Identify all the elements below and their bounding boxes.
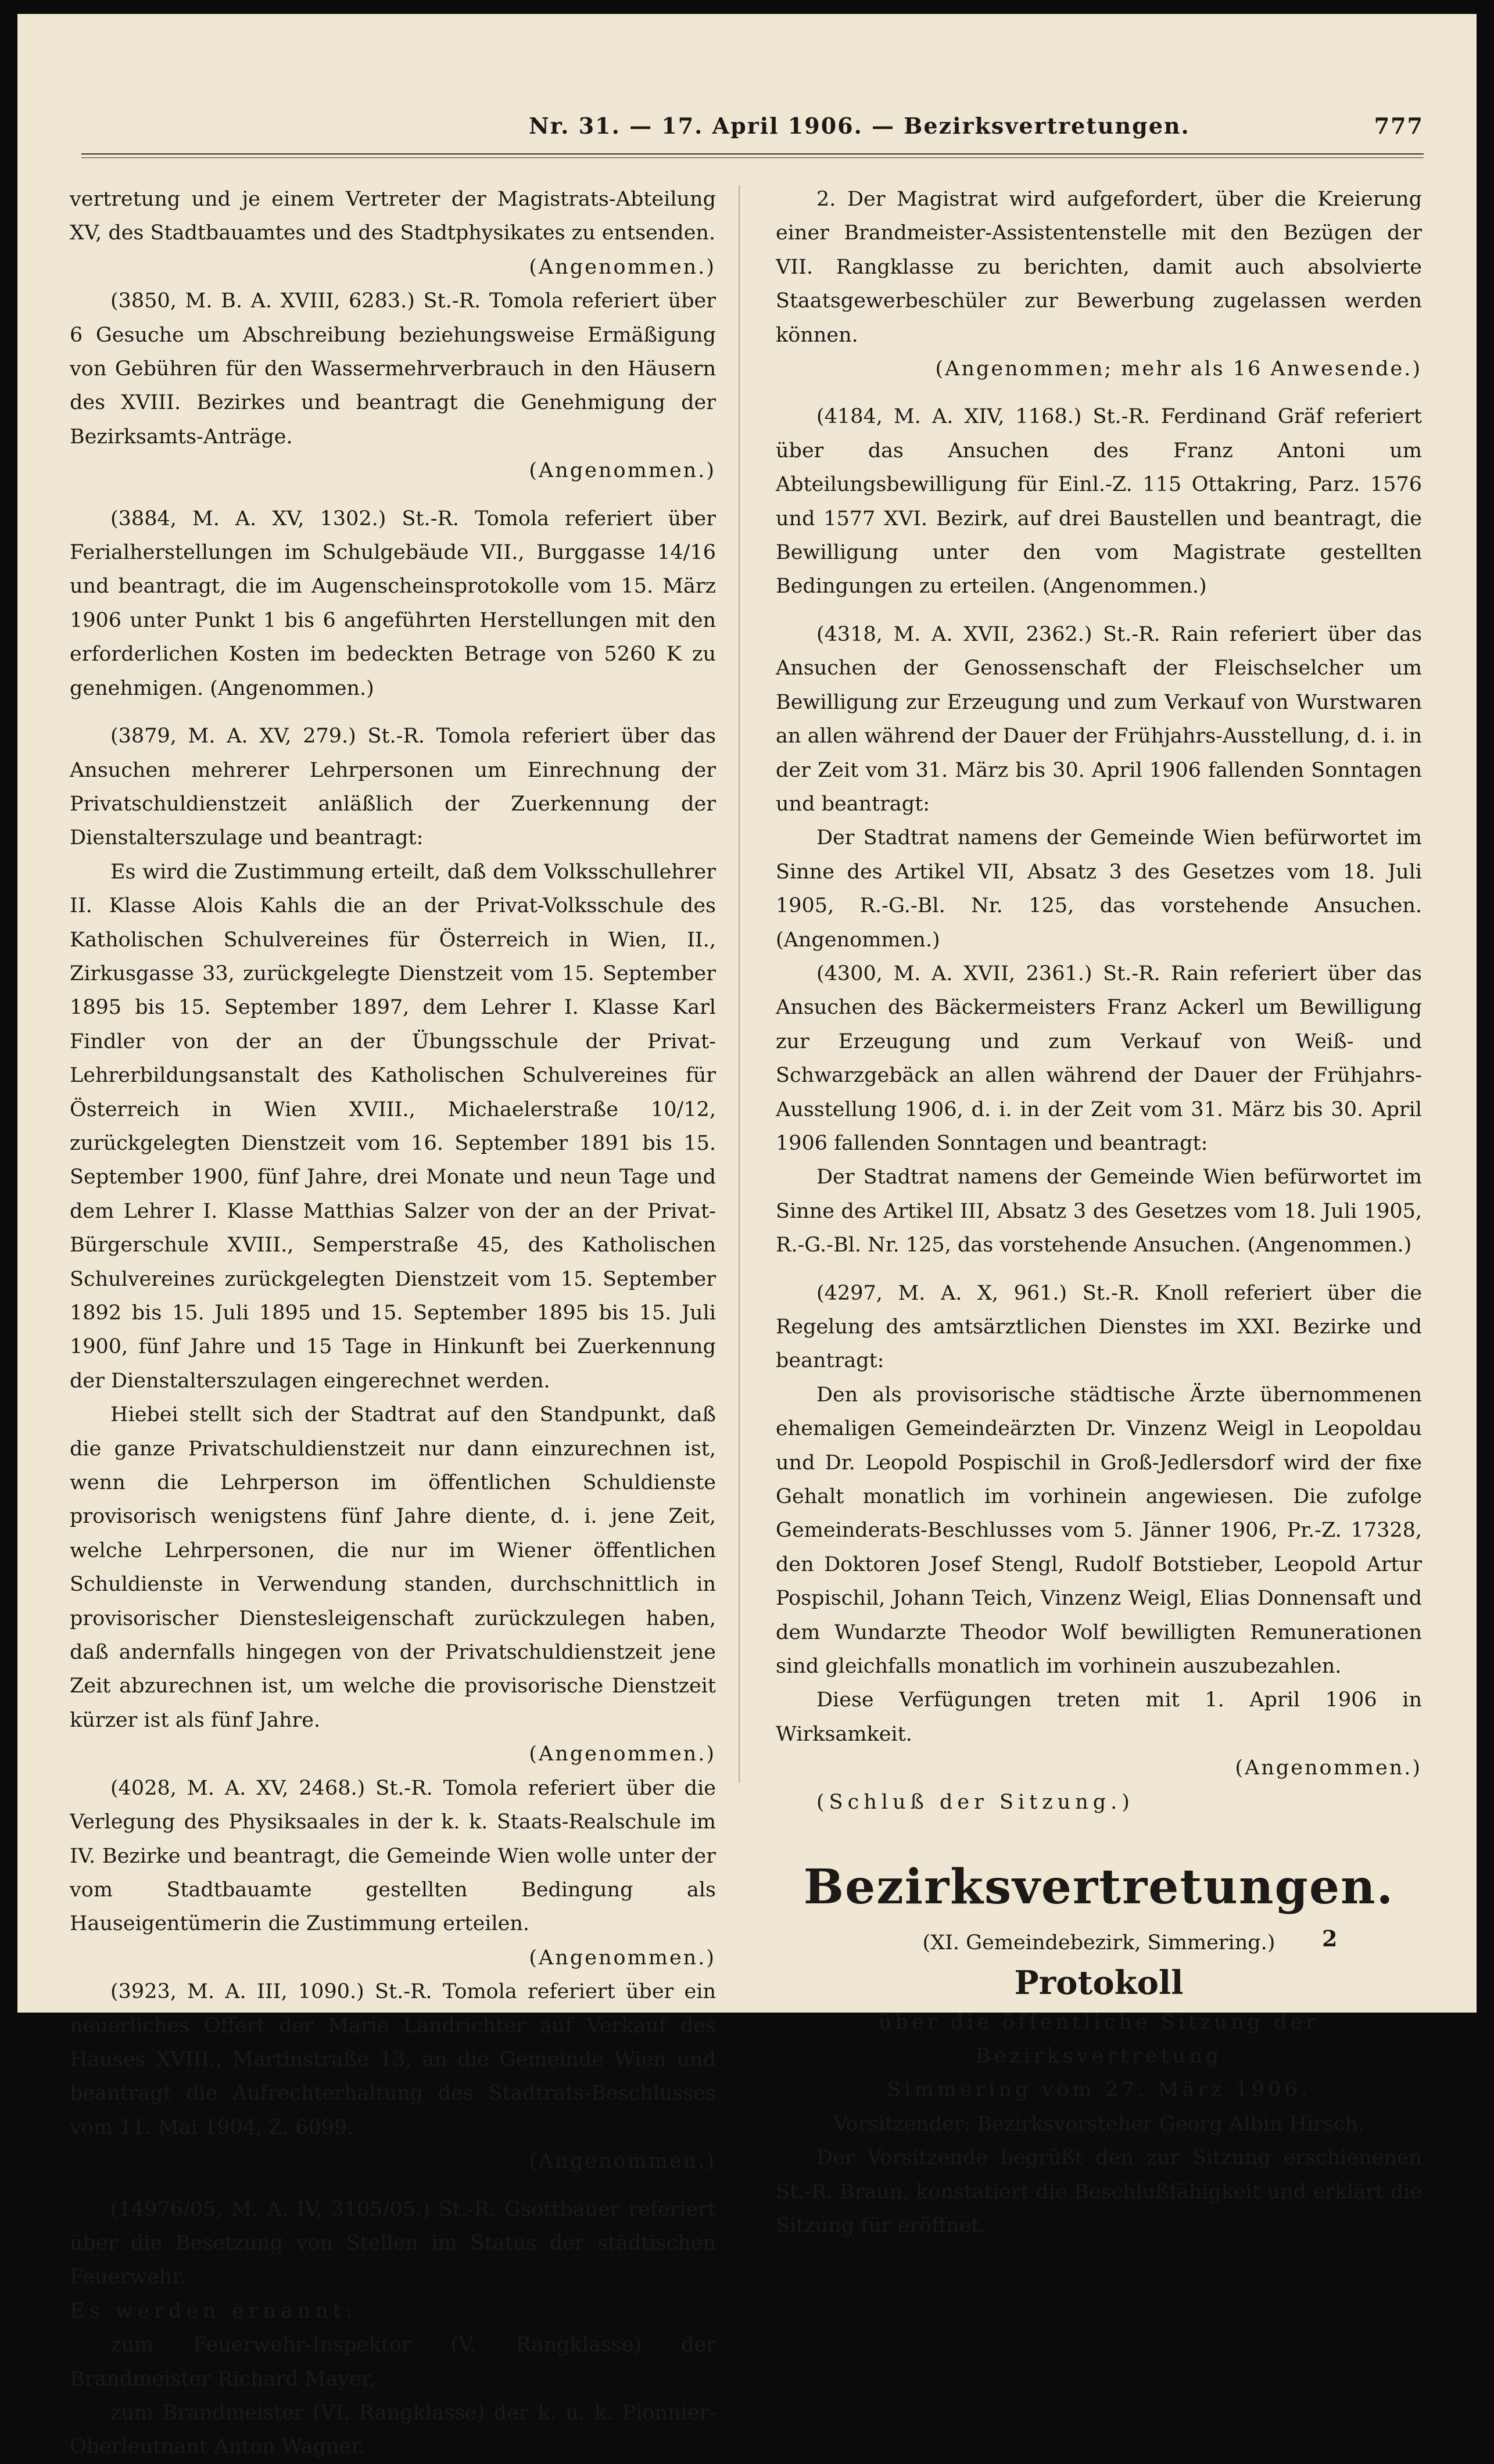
left-paragraph: (4028, M. A. XV, 2468.) St.-R. Tomola referiert über die Verlegung des Physiksaales in der k. k. Staats-Realschule im IV. Bezirke und beantragt, die Gemeinde Wien wolle unter der vom Stadtbauamte gestellten Bedingung als Hauseigentümerin die Zustimmung erteilen. <box>70 1776 716 1936</box>
right-paragraph: Den als provisorische städtische Ärzte übernommenen ehemaligen Gemeindeärzten Dr. Vinzenz Weigl in Leopoldau und Dr. Leopold Pospischil in Groß-Jedlersdorf wird der fixe Gehalt monatlich im vorhinein angewiesen. Die zufolge Gemeinderats-Beschlusses vom 5. Jänner 1906, Pr.-Z. 17328, den Doktoren Josef Stengl, Rudolf Botstieber, Leopold Artur Pospischil, Johann Teich, Vinzenz Weigl, Elias Donnensaft und dem Wundarzte Theodor Wolf bewilligten Remunerationen sind gleichfalls monatlich im vorhinein auszubezahlen. <box>776 1383 1422 1678</box>
right-paragraph: (4300, M. A. XVII, 2361.) St.-R. Rain referiert über das Ansuchen des Bäckermeisters Franz Ackerl um Bewilligung zur Erzeugung und zum Verkauf von Weiß- und Schwarzgebäck an allen während der Dauer der Frühjahrs-Ausstellung 1906, d. i. in der Zeit vom 31. März bis 30. April 1906 fallenden Sonntagen und beantragt: <box>776 962 1422 1155</box>
header-rule <box>81 153 1424 155</box>
right-paragraph: Diese Verfügungen treten mit 1. April 1906 in Wirksamkeit. <box>776 1688 1422 1746</box>
right-paragraph: (4184, M. A. XIV, 1168.) St.-R. Ferdinand Gräf referiert über das Ansuchen des Franz Antoni um Abteilungsbewilligung für Einl.-Z. 115 Ottakring, Parz. 1576 und 1577 XVI. Bezirk, auf drei Baustellen und beantragt, die Bewilligung unter den vom Magistrate gestellten Bedingungen zu erteilen. (Angenommen.) <box>776 405 1422 598</box>
accepted-note: (Angenommen.) <box>1235 1756 1422 1780</box>
protocol-subtitle: über die öffentliche Sitzung der Bezirksvertretung <box>879 2010 1319 2068</box>
right-paragraph: (4318, M. A. XVII, 2362.) St.-R. Rain referiert über das Ansuchen der Genossenschaft der Fleischselcher um Bewilligung zur Erzeugung und zum Verkauf von Wurstwaren an allen während der Dauer der Frühjahrs-Ausstellung, d. i. in der Zeit vom 31. März bis 30. April 1906 fallenden Sonntagen und beantragt: <box>776 622 1422 816</box>
page-number: 777 <box>1374 113 1424 139</box>
chair-line: Vorsitzender: Bezirksvorsteher Georg Albin Hirsch. <box>833 2112 1365 2136</box>
right-paragraph: (4297, M. A. X, 961.) St.-R. Knoll referiert über die Regelung des amtsärztlichen Dienstes im XXI. Bezirke und beantragt: <box>776 1281 1422 1373</box>
district-line: (XI. Gemeindebezirk, Simmering.) <box>922 1931 1276 1955</box>
protocol-heading: Protokoll <box>1014 1963 1184 2002</box>
newspaper-page <box>17 14 1477 2459</box>
left-paragraph: Es wird die Zustimmung erteilt, daß dem Volksschullehrer II. Klasse Alois Kahls die an der Privat-Volksschule des Katholischen Schulvereines für Österreich in Wien, II., Zirkusgasse 33, zurückgelegte Dienstzeit vom 15. September 1895 bis 15. September 1897, dem Lehrer I. Klasse Karl Findler von der an der Übungsschule der Privat-Lehrerbildungsanstalt des Katholischen Schulvereines für Österreich in Wien XVIII., Michaelerstraße 10/12, zurückgelegten Dienstzeit vom 16. September 1891 bis 15. September 1900, fünf Jahre, drei Monate und neun Tage und dem Lehrer I. Klasse Matthias Salzer von der an der Privat-Bürgerschule XVIII., Semperstraße 45, des Katholischen Schulvereines zurückgelegten Dienstzeit vom 15. September 1892 bis 15. Juli 1895 und 15. September 1895 bis 15. Juli 1900, fünf Jahre und 15 Tage in Hinkunft bei Zuerkennung der Dienstalterszulagen eingerechnet werden. <box>70 860 716 1393</box>
accepted-note: (Angenommen.) <box>529 1742 716 1766</box>
accepted-note: (Angenommen.) <box>529 1946 716 1970</box>
running-header-title: Nr. 31. — 17. April 1906. — Bezirksvertretungen. <box>529 113 1190 139</box>
left-paragraph: (3923, M. A. III, 1090.) St.-R. Tomola referiert über ein neuerliches Offert der Marie Landrichter auf Verkauf des Hauses XVIII., Martinstraße 13, an die Gemeinde Wien und beantragt die Aufrechterhaltung des Stadtrats-Beschlusses vom 11. Mai 1904, Z. 6099. <box>70 1980 716 2139</box>
protocol-subtitle-date: Simmering vom 27. März 1906. <box>887 2078 1311 2102</box>
left-paragraph: (14976/05, M. A. IV, 3105/05.) St.-R. Gsottbauer referiert über die Besetzung von Stellen im Status der städtischen Feuerwehr. <box>70 2197 716 2289</box>
right-paragraph: Der Stadtrat namens der Gemeinde Wien befürwortet im Sinne des Artikel III, Absatz 3 des Gesetzes vom 18. Juli 1905, R.-G.-Bl. Nr. 125, das vorstehende Ansuchen. (Angenommen.) <box>776 1165 1422 1257</box>
left-paragraph: (3879, M. A. XV, 279.) St.-R. Tomola referiert über das Ansuchen mehrerer Lehrpersonen um Einrechnung der Privatschuldienstzeit anläßlich der Zuerkennung der Dienstalterszulage und beantragt: <box>70 725 716 850</box>
right-paragraph: Der Vorsitzende begrüßt den zur Sitzung erschienenen St.-R. Braun, konstatiert die Beschlußfähigkeit und erklärt die Sitzung für eröffnet. <box>776 2146 1422 2237</box>
left-paragraph: (3884, M. A. XV, 1302.) St.-R. Tomola referiert über Ferialherstellungen im Schulgebäude VII., Burggasse 14/16 und beantragt, die im Augenscheinsprotokolle vom 15. März 1906 unter Punkt 1 bis 6 angeführten Herstellungen mit den erforderlichen Kosten im bedeckten Betrage von 5260 K zu genehmigen. (Angenommen.) <box>70 507 716 700</box>
signature-mark: 2 <box>1322 1925 1338 1952</box>
left-paragraph: (3850, M. B. A. XVIII, 6283.) St.-R. Tomola referiert über 6 Gesuche um Abschreibung beziehungsweise Ermäßigung von Gebühren für den Wassermehrverbrauch in den Häusern des XVIII. Bezirkes und beantragt die Genehmigung der Bezirksamts-Anträge. <box>70 289 716 449</box>
accepted-note: (Angenommen.) <box>529 2150 716 2174</box>
accepted-note: (Angenommen.) <box>529 459 716 483</box>
right-paragraph: Der Stadtrat namens der Gemeinde Wien befürwortet im Sinne des Artikel VII, Absatz 3 des Gesetzes vom 18. Juli 1905, R.-G.-Bl. Nr. 125, das vorstehende Ansuchen. (Angenommen.) <box>776 826 1422 952</box>
left-paragraph: Es werden ernannt: <box>70 2299 357 2323</box>
right-paragraph: 2. Der Magistrat wird aufgefordert, über die Kreierung einer Brandmeister-Assistentenstelle mit den Bezügen der VII. Rangklasse zu berichten, damit auch absolvierte Staatsgewerbeschüler zur Bewerbung zugelassen werden können. <box>776 188 1422 347</box>
left-paragraph: zum Feuerwehr-Inspektor (V. Rangklasse) der Brandmeister Richard Mayer, <box>70 2333 716 2391</box>
section-title: Bezirksvertretungen. <box>803 1859 1395 1916</box>
left-paragraph: zum Brandmeister (VI. Rangklasse) der k. u. k. Pionnier-Oberleutnant Anton Wagner. <box>70 2401 716 2459</box>
header-rule-thin <box>81 157 1424 158</box>
running-header <box>81 113 1424 148</box>
left-column <box>70 182 716 2464</box>
session-close: (Schluß der Sitzung.) <box>816 1790 1134 1814</box>
left-paragraph: Hiebei stellt sich der Stadtrat auf den Standpunkt, daß die ganze Privatschuldienstzeit nur dann einzurechnen ist, wenn die Lehrperson im öffentlichen Schuldienste provisorisch wenigstens fünf Jahre diente, d. i. jene Zeit, welche Lehrpersonen, die nur im Wiener öffentlichen Schuldienste in Verwendung standen, durchschnittlich in provisorischer Dienstesleigenschaft zurückzulegen haben, daß andernfalls hingegen von der Privatschuldienstzeit jene Zeit abzurechnen ist, um welche die provisorische Dienstzeit kürzer ist als fünf Jahre. <box>70 1403 716 1732</box>
accepted-note: (Angenommen.) <box>529 255 716 279</box>
accepted-note: (Angenommen; mehr als 16 Anwesende.) <box>935 357 1422 381</box>
column-divider <box>739 185 740 1783</box>
left-paragraph: vertretung und je einem Vertreter der Magistrats-Abteilung XV, des Stadtbauamtes und des Stadtphysikates zu entsenden. <box>70 188 716 245</box>
